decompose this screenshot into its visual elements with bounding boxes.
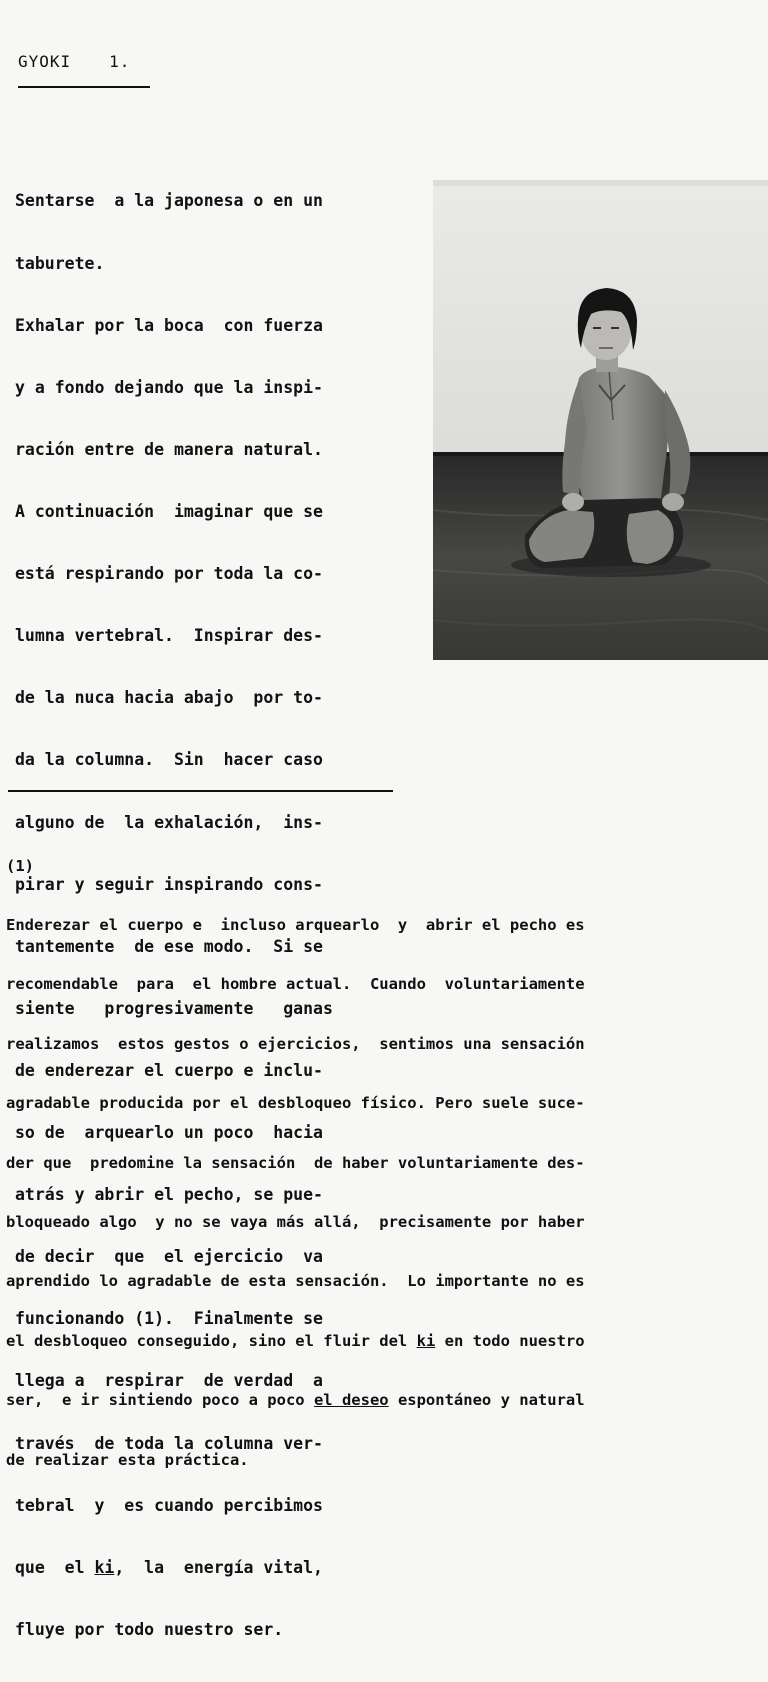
text-line: taburete. <box>15 253 105 273</box>
text-line: está respirando por toda la co- <box>15 564 323 584</box>
text-line: atrás y abrir el pecho, se pue- <box>15 1185 323 1205</box>
text-line: Exhalar por la boca con fuerza <box>15 315 323 335</box>
text-fragment: espontáneo y natural <box>388 1391 585 1410</box>
text-line: siente progresivamente ganas <box>15 998 333 1018</box>
text-line: alguno de la exhalación, ins- <box>15 812 323 832</box>
footnote-line: recomendable para el hombre actual. Cuando voluntariamente <box>6 975 585 994</box>
text-line <box>15 1558 420 1579</box>
footnote-line: agradable producida por el desbloqueo físico. Pero suele suce- <box>6 1094 585 1113</box>
text-line: tebral y es cuando percibimos <box>15 1495 323 1515</box>
footnote-line: de realizar esta práctica. <box>6 1450 249 1469</box>
footnote-line: aprendido lo agradable de esta sensación. Lo importante no es <box>6 1272 585 1291</box>
footnote-line: bloqueado algo y no se vaya más allá, precisamente por haber <box>6 1212 585 1231</box>
text-line: y a fondo dejando que la inspi- <box>15 377 323 397</box>
footnote-line: realizamos estos gestos o ejercicios, sentimos una sensación <box>6 1034 585 1053</box>
text-line: tantemente de ese modo. Si se <box>15 936 323 956</box>
footnote-line <box>6 1391 756 1411</box>
ki-term: ki <box>94 1557 115 1577</box>
text-line: pirar y seguir inspirando cons- <box>15 874 323 894</box>
footnote-separator <box>8 790 393 792</box>
text-line: da la columna. Sin hacer caso <box>15 750 323 770</box>
text-line: través de toda la columna ver- <box>15 1433 323 1453</box>
text-line: fluye por todo nuestro ser. <box>15 1619 284 1639</box>
text-line: de enderezar el cuerpo e inclu- <box>15 1060 323 1080</box>
text-line: de decir que el ejercicio va <box>15 1247 323 1267</box>
text-line: Sentarse a la japonesa o en un <box>15 191 323 211</box>
footnote <box>6 817 756 1510</box>
kneeling-man-photo <box>433 180 768 660</box>
header-number: 1. <box>109 52 131 71</box>
page-header <box>18 52 130 71</box>
text-fragment: que el <box>15 1557 95 1577</box>
text-line: ración entre de manera natural. <box>15 439 323 459</box>
text-line: so de arquearlo un poco hacia <box>15 1123 323 1143</box>
header-title: GYOKI <box>18 52 72 71</box>
text-line: lumna vertebral. Inspirar des- <box>15 626 323 646</box>
text-fragment: ser, e ir sintiendo poco a poco <box>6 1391 314 1410</box>
text-line: llega a respirar de verdad a <box>15 1371 323 1391</box>
ki-term: ki <box>416 1331 436 1350</box>
text-line: funcionando (1). Finalmente se <box>15 1309 323 1329</box>
text-fragment: el desbloqueo conseguido, sino el fluir del <box>6 1331 417 1350</box>
footnote-marker: (1) <box>6 856 34 875</box>
footnote-line <box>6 1332 756 1352</box>
text-fragment: , la energía vital, <box>114 1557 323 1577</box>
footnote-line: der que predomine la sensación de haber voluntariamente des- <box>6 1153 585 1172</box>
text-fragment: en todo nuestro <box>435 1331 585 1350</box>
deseo-term: el deseo <box>313 1391 389 1410</box>
text-line: de la nuca hacia abajo por to- <box>15 688 323 708</box>
footnote-line: Enderezar el cuerpo e incluso arquearlo y abrir el pecho es <box>6 915 585 934</box>
text-line: A continuación imaginar que se <box>15 501 323 521</box>
header-underline <box>18 86 150 88</box>
